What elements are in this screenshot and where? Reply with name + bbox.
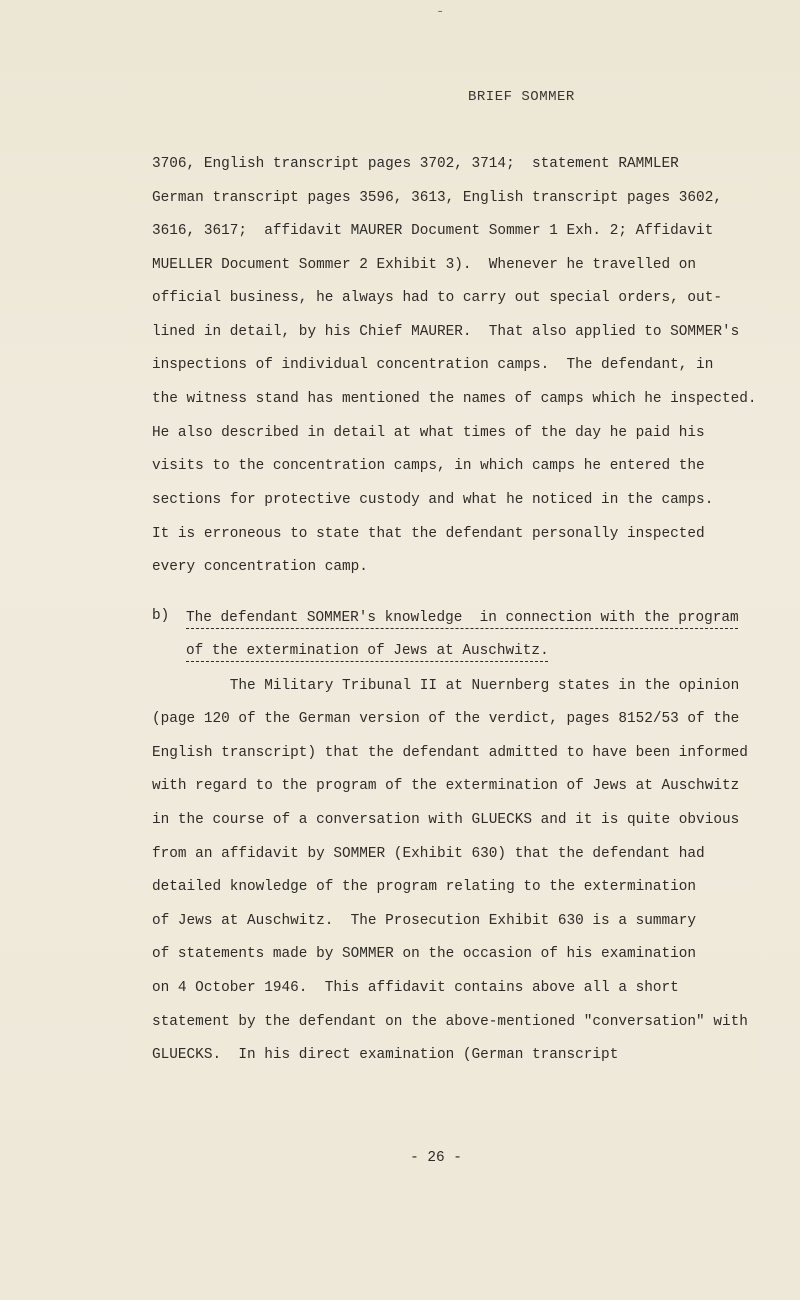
- text-line: with regard to the program of the extermination of Jews at Auschwitz: [152, 778, 740, 794]
- text-line: on 4 October 1946. This affidavit contains above all a short: [152, 980, 679, 996]
- text-line: detailed knowledge of the program relating to the extermination: [152, 879, 697, 895]
- text-line: in the course of a conversation with GLUECKS and it is quite obvious: [152, 812, 740, 828]
- edge-mark: -: [436, 4, 445, 20]
- text-line: official business, he always had to carry out special orders, out-: [152, 290, 722, 306]
- text-line: visits to the concentration camps, in which camps he entered the: [152, 458, 705, 474]
- text-line: statement by the defendant on the above-mentioned "conversation" with: [152, 1014, 748, 1030]
- text-line: German transcript pages 3596, 3613, English transcript pages 3602,: [152, 190, 722, 206]
- text-line: English transcript) that the defendant admitted to have been informed: [152, 745, 748, 761]
- document-header: BRIEF SOMMER: [468, 89, 575, 105]
- section-b-label: b): [152, 608, 170, 624]
- text-line: GLUECKS. In his direct examination (German transcript: [152, 1047, 619, 1063]
- text-line: lined in detail, by his Chief MAURER. That also applied to SOMMER's: [152, 324, 740, 340]
- text-line: of statements made by SOMMER on the occasion of his examination: [152, 946, 697, 962]
- text-line: 3706, English transcript pages 3702, 3714; statement RAMMLER: [152, 156, 679, 172]
- text-line: from an affidavit by SOMMER (Exhibit 630) that the defendant had: [152, 846, 705, 862]
- text-line: (page 120 of the German version of the verdict, pages 8152/53 of the: [152, 711, 740, 727]
- section-heading-line: of the extermination of Jews at Auschwitz.: [186, 643, 549, 659]
- text-line: the witness stand has mentioned the names of camps which he inspected.: [152, 391, 757, 407]
- text-line: The Military Tribunal II at Nuernberg states in the opinion: [152, 678, 740, 694]
- page-number: - 26 -: [410, 1150, 462, 1166]
- text-line: 3616, 3617; affidavit MAURER Document Sommer 1 Exh. 2; Affidavit: [152, 223, 714, 239]
- section-heading-line: The defendant SOMMER's knowledge in connection with the program: [186, 610, 739, 626]
- text-line: inspections of individual concentration camps. The defendant, in: [152, 357, 714, 373]
- text-line: of Jews at Auschwitz. The Prosecution Exhibit 630 is a summary: [152, 913, 697, 929]
- text-line: sections for protective custody and what he noticed in the camps.: [152, 492, 714, 508]
- text-line: MUELLER Document Sommer 2 Exhibit 3). Whenever he travelled on: [152, 257, 697, 273]
- text-line: He also described in detail at what times of the day he paid his: [152, 425, 705, 441]
- text-line: every concentration camp.: [152, 559, 368, 575]
- text-line: It is erroneous to state that the defendant personally inspected: [152, 526, 705, 542]
